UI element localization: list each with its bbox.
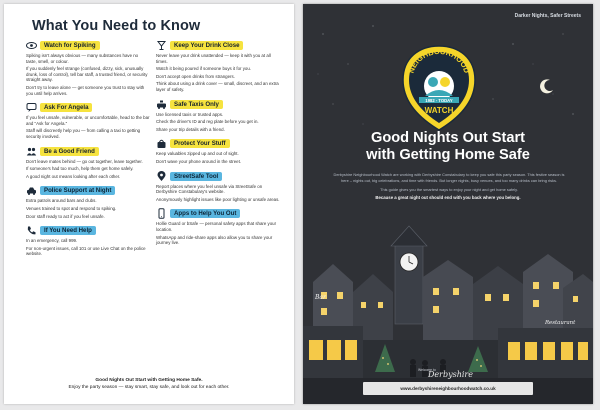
section-header — [26, 146, 150, 157]
info-section — [156, 40, 280, 93]
section-text: Hollie Guard or bSafe — personal safety apps that share your location. — [156, 221, 277, 232]
footer-headline: Good Nights Out Start with Getting Home Safe. — [95, 378, 203, 383]
smartphone-icon — [156, 208, 167, 219]
speech-bubble-icon — [26, 102, 37, 113]
section-heading: Police Support at Night — [40, 186, 115, 195]
info-section — [26, 40, 150, 96]
eye-icon — [26, 40, 37, 51]
pin-icon — [156, 171, 167, 182]
section-heading: StreetSafe Tool — [170, 172, 222, 181]
sign-restaurant: Restaurant — [545, 320, 576, 326]
section-text: Watch it being poured if someone buys it for you. — [156, 66, 252, 72]
info-section — [26, 102, 150, 139]
section-text: Share your trip details with a friend. — [156, 126, 225, 132]
neighbourhood-watch-logo — [399, 44, 479, 132]
section-heading: If You Need Help — [40, 226, 96, 235]
section-text: Use licensed taxis or trusted apps. — [156, 111, 224, 117]
section-text: Keep valuables zipped up and out of sight. — [156, 151, 239, 157]
cover-page — [303, 4, 593, 404]
info-page — [4, 4, 294, 404]
phone-icon — [26, 225, 37, 236]
section-text: Don't accept open drinks from strangers. — [156, 73, 235, 79]
police-car-icon — [26, 185, 37, 196]
intro-paragraph: Derbyshire Neighbourhood Watch are working with Derbyshire Constabulary to keep you safe this party season. This festive season is here – nights out, big celebrations, and time with friends. But longer nights, busy venues, and too many drinks can bring risks. — [333, 172, 565, 183]
section-text: In an emergency, call 999. — [26, 238, 78, 244]
section-heading: Be a Good Friend — [40, 147, 99, 156]
left-column — [26, 40, 150, 263]
info-section — [26, 146, 150, 180]
section-header — [26, 185, 150, 196]
section-heading: Keep Your Drink Close — [170, 41, 243, 50]
section-header — [26, 225, 150, 236]
section-text: A good night out means looking after each other. — [26, 173, 121, 179]
info-section — [156, 138, 280, 164]
headline — [313, 130, 583, 164]
group-icon — [26, 146, 37, 157]
section-heading: Apps to Help You Out — [170, 209, 240, 218]
info-section — [156, 99, 280, 133]
section-text: Spiking isn't always obvious — many substances have no taste, smell, or colour. — [26, 53, 139, 64]
section-text: Check the driver's ID and reg plate before you get in. — [156, 119, 259, 125]
sign-bar: Bar — [315, 294, 326, 301]
section-header — [156, 171, 280, 182]
section-text: Don't wave your phone around in the street. — [156, 158, 242, 164]
badge-bottom-text: WATCH — [424, 106, 454, 115]
tagline: Darker Nights, Safer Streets — [514, 13, 581, 19]
headline-line-1: Good Nights Out Start — [370, 130, 526, 146]
section-header — [26, 102, 150, 113]
section-text: Staff will discreetly help you — from calling a taxi to getting security involved. — [26, 128, 141, 139]
intro-paragraph-2: This guide gives you the smartest ways to enjoy your night and get home safely. — [380, 187, 518, 192]
emphasis-line: Because a great night out should end with you back where you belong. — [375, 195, 521, 200]
section-text: Never leave your drink unattended — keep it with you at all times. — [156, 53, 271, 64]
info-section — [26, 225, 150, 257]
info-section — [156, 208, 280, 245]
badge-top-text: NEIGHBOURHOOD — [406, 46, 472, 75]
section-text: Venues trained to spot and respond to spiking. — [26, 205, 117, 211]
county-sign: Derbyshire — [428, 370, 473, 379]
section-text: Extra patrols around bars and clubs. — [26, 198, 97, 204]
glass-icon — [156, 40, 167, 51]
section-text: Door staff ready to act if you feel unsafe. — [26, 213, 105, 219]
section-text: Anonymously highlight issues like poor lighting or unsafe areas. — [156, 196, 280, 202]
section-heading: Watch for Spiking — [40, 41, 100, 50]
section-heading: Safe Taxis Only — [170, 100, 223, 109]
section-heading: Ask For Angela — [40, 103, 92, 112]
section-text: Don't leave mates behind — go out together, leave together. — [26, 158, 143, 164]
section-text: If you suddenly feel strange (confused, dizzy, sick, unusually drunk, loss of control), tell bar staff, a trusted friend, or security straight away. — [26, 66, 148, 83]
page-title: What You Need to Know — [32, 18, 201, 34]
taxi-icon — [156, 99, 167, 110]
info-section — [26, 185, 150, 219]
section-text: Report places where you feel unsafe via StreetSafe on Derbyshire Constabulary's website. — [156, 183, 263, 195]
welcome-text: Welcome to — [418, 368, 436, 372]
website-url[interactable]: www.derbyshireneighbourhoodwatch.co.uk — [400, 386, 496, 391]
section-text: If someone's had too much, help them get home safely. — [26, 166, 134, 172]
moon-icon — [539, 78, 555, 94]
section-header — [156, 99, 280, 110]
info-section — [156, 171, 280, 203]
section-header — [156, 208, 280, 219]
section-header — [26, 40, 150, 51]
section-text: Think about using a drink cover — small, discreet, and an extra layer of safety. — [156, 81, 279, 92]
badge-years: 1982 - TODAY — [425, 97, 453, 103]
right-column — [156, 40, 280, 252]
headline-line-2: with Getting Home Safe — [366, 147, 530, 163]
section-header — [156, 40, 280, 51]
section-text: For non-urgent issues, call 101 or use Live Chat on the police website. — [26, 245, 146, 257]
section-heading: Protect Your Stuff — [170, 139, 230, 148]
bag-icon — [156, 138, 167, 149]
section-header — [156, 138, 280, 149]
section-text: Don't try to leave alone — get someone you trust to stay with you until help arrives. — [26, 84, 145, 96]
section-text: WhatsApp and ride-share apps also allow you to share your journey live. — [156, 234, 273, 246]
section-text: If you feel unsafe, vulnerable, or uncomfortable, head to the bar and "Ask for Angela." — [26, 115, 150, 126]
url-strip — [363, 382, 533, 395]
footer-text: Enjoy the party season — stay smart, stay safe, and look out for each other. — [68, 385, 230, 390]
